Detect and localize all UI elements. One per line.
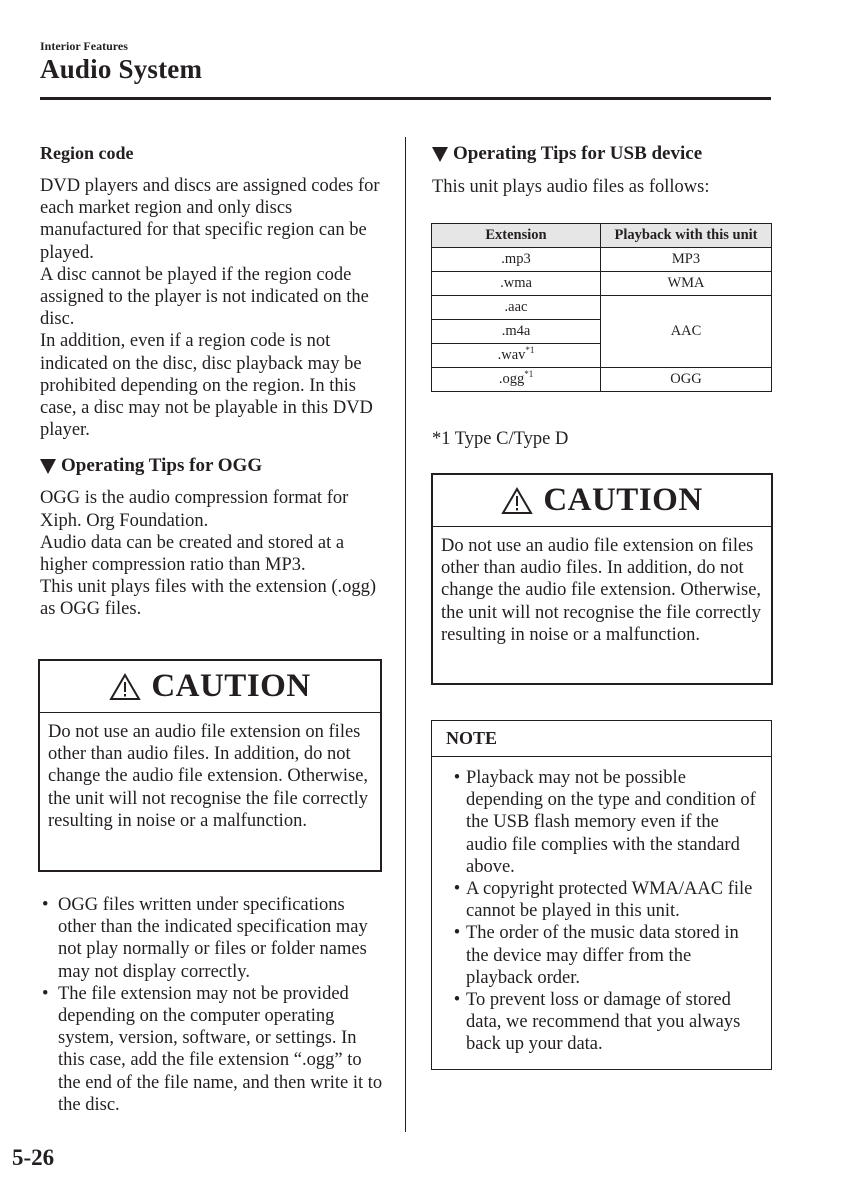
table-cell: MP3 <box>601 248 772 272</box>
paragraph: In addition, even if a region code is not indicated on the disc, disc playback may be prohibited depending on the region. In this case, a disc may not be playable in this DVD player. <box>40 331 373 441</box>
list-item-text: The order of the music data stored in the device may differ from the playback order. <box>466 923 739 988</box>
bullet-marker: • <box>42 895 49 915</box>
caution-header <box>433 475 771 527</box>
caution-box-right <box>431 473 773 685</box>
usb-heading-label: Operating Tips for USB device <box>453 143 703 164</box>
list-item-text: To prevent loss or damage of stored data, we recommend that you always back up your data. <box>466 990 741 1055</box>
usb-intro: This unit plays audio files as follows: <box>432 177 710 197</box>
list-item <box>42 894 387 983</box>
bullet-marker: • <box>453 768 461 788</box>
caution-box-left <box>38 659 382 872</box>
page-number: 5-26 <box>12 1145 55 1170</box>
table-footnote: *1 Type C/Type D <box>432 429 569 449</box>
list-item <box>448 767 761 878</box>
table-cell <box>432 344 601 368</box>
table-cell <box>432 368 601 392</box>
note-title: NOTE <box>432 721 771 757</box>
list-item <box>448 989 761 1056</box>
usb-heading <box>432 143 772 165</box>
bullet-marker: • <box>453 990 461 1011</box>
column-divider <box>405 137 406 1132</box>
paragraph: This unit plays files with the extension (.ogg) as OGG files. <box>40 577 377 620</box>
table-cell: AAC <box>601 296 772 368</box>
bullet-marker: • <box>453 879 461 900</box>
ogg-heading-label: Operating Tips for OGG <box>61 455 263 477</box>
left-column <box>40 143 385 621</box>
paragraph: DVD players and discs are assigned codes for each market region and only discs manufactured for that specific region can be played. <box>40 176 380 263</box>
caution-title: CAUTION <box>151 668 311 704</box>
list-item <box>448 878 761 922</box>
footnote-mark: *1 <box>524 369 534 379</box>
table-cell: .m4a <box>432 320 601 344</box>
list-item-text: The file extension may not be provided depending on the computer operating system, version, software, or settings. In this case, add the file extension “.ogg” to the end of the file name, and then write it to the disc. <box>58 983 383 1115</box>
list-item-text: Playback may not be possible depending on the type and condition of the USB flash memory even if the audio file complies with the standard above. <box>466 768 756 877</box>
page-title: Audio System <box>40 54 203 84</box>
footnote-mark: *1 <box>525 345 535 355</box>
table-row <box>432 296 772 320</box>
warning-icon <box>109 673 141 701</box>
caution-text: Do not use an audio file extension on files other than audio files. In addition, do not change the audio file extension. Otherwise, the unit will not recognise the file correctly resulting in noise or a malfunction. <box>441 536 762 645</box>
column-header: Playback with this unit <box>601 224 772 248</box>
table-cell: WMA <box>601 272 772 296</box>
caution-text: Do not use an audio file extension on files other than audio files. In addition, do not change the audio file extension. Otherwise, the unit will not recognise the file correctly resulting in noise or a malfunction. <box>48 722 369 831</box>
paragraph: A disc cannot be played if the region code assigned to the player is not indicated on the disc. <box>40 264 369 330</box>
cell-text: .ogg <box>498 371 525 387</box>
cell-text: .wav <box>497 347 526 363</box>
bullet-marker: • <box>453 923 461 944</box>
table-cell: .aac <box>432 296 601 320</box>
column-header: Extension <box>432 224 601 248</box>
note-list <box>432 757 771 1066</box>
caution-title: CAUTION <box>543 482 703 518</box>
table-cell: .wma <box>432 272 601 296</box>
list-item-text: A copyright protected WMA/AAC file cannot be played in this unit. <box>466 879 753 922</box>
triangle-marker-icon <box>40 459 56 474</box>
table-cell: OGG <box>601 368 772 392</box>
right-column <box>432 143 772 198</box>
bullet-marker: • <box>42 983 49 1004</box>
section-label: Interior Features <box>40 39 128 53</box>
header-rule <box>40 97 771 100</box>
ogg-bullet-list <box>42 894 387 1116</box>
ogg-text <box>40 487 380 620</box>
note-box <box>431 720 772 1070</box>
triangle-marker-icon <box>432 147 448 162</box>
table-cell: .mp3 <box>432 248 601 272</box>
warning-icon <box>501 487 533 515</box>
extension-table <box>431 223 772 392</box>
list-item-text: OGG files written under specifications other than the indicated specification may not play normally or files or folder names may not display correctly. <box>58 895 368 982</box>
list-item <box>448 922 761 989</box>
region-code-heading: Region code <box>40 143 134 163</box>
paragraph: OGG is the audio compression format for Xiph. Org Foundation. <box>40 488 349 531</box>
table-row <box>432 272 772 296</box>
caution-header <box>40 661 380 713</box>
table-header-row <box>432 224 772 248</box>
table-row <box>432 248 772 272</box>
ogg-heading <box>40 455 385 477</box>
paragraph: Audio data can be created and stored at a higher compression ratio than MP3. <box>40 532 345 576</box>
list-item <box>42 983 387 1116</box>
region-code-text <box>40 175 380 441</box>
table-row <box>432 368 772 392</box>
